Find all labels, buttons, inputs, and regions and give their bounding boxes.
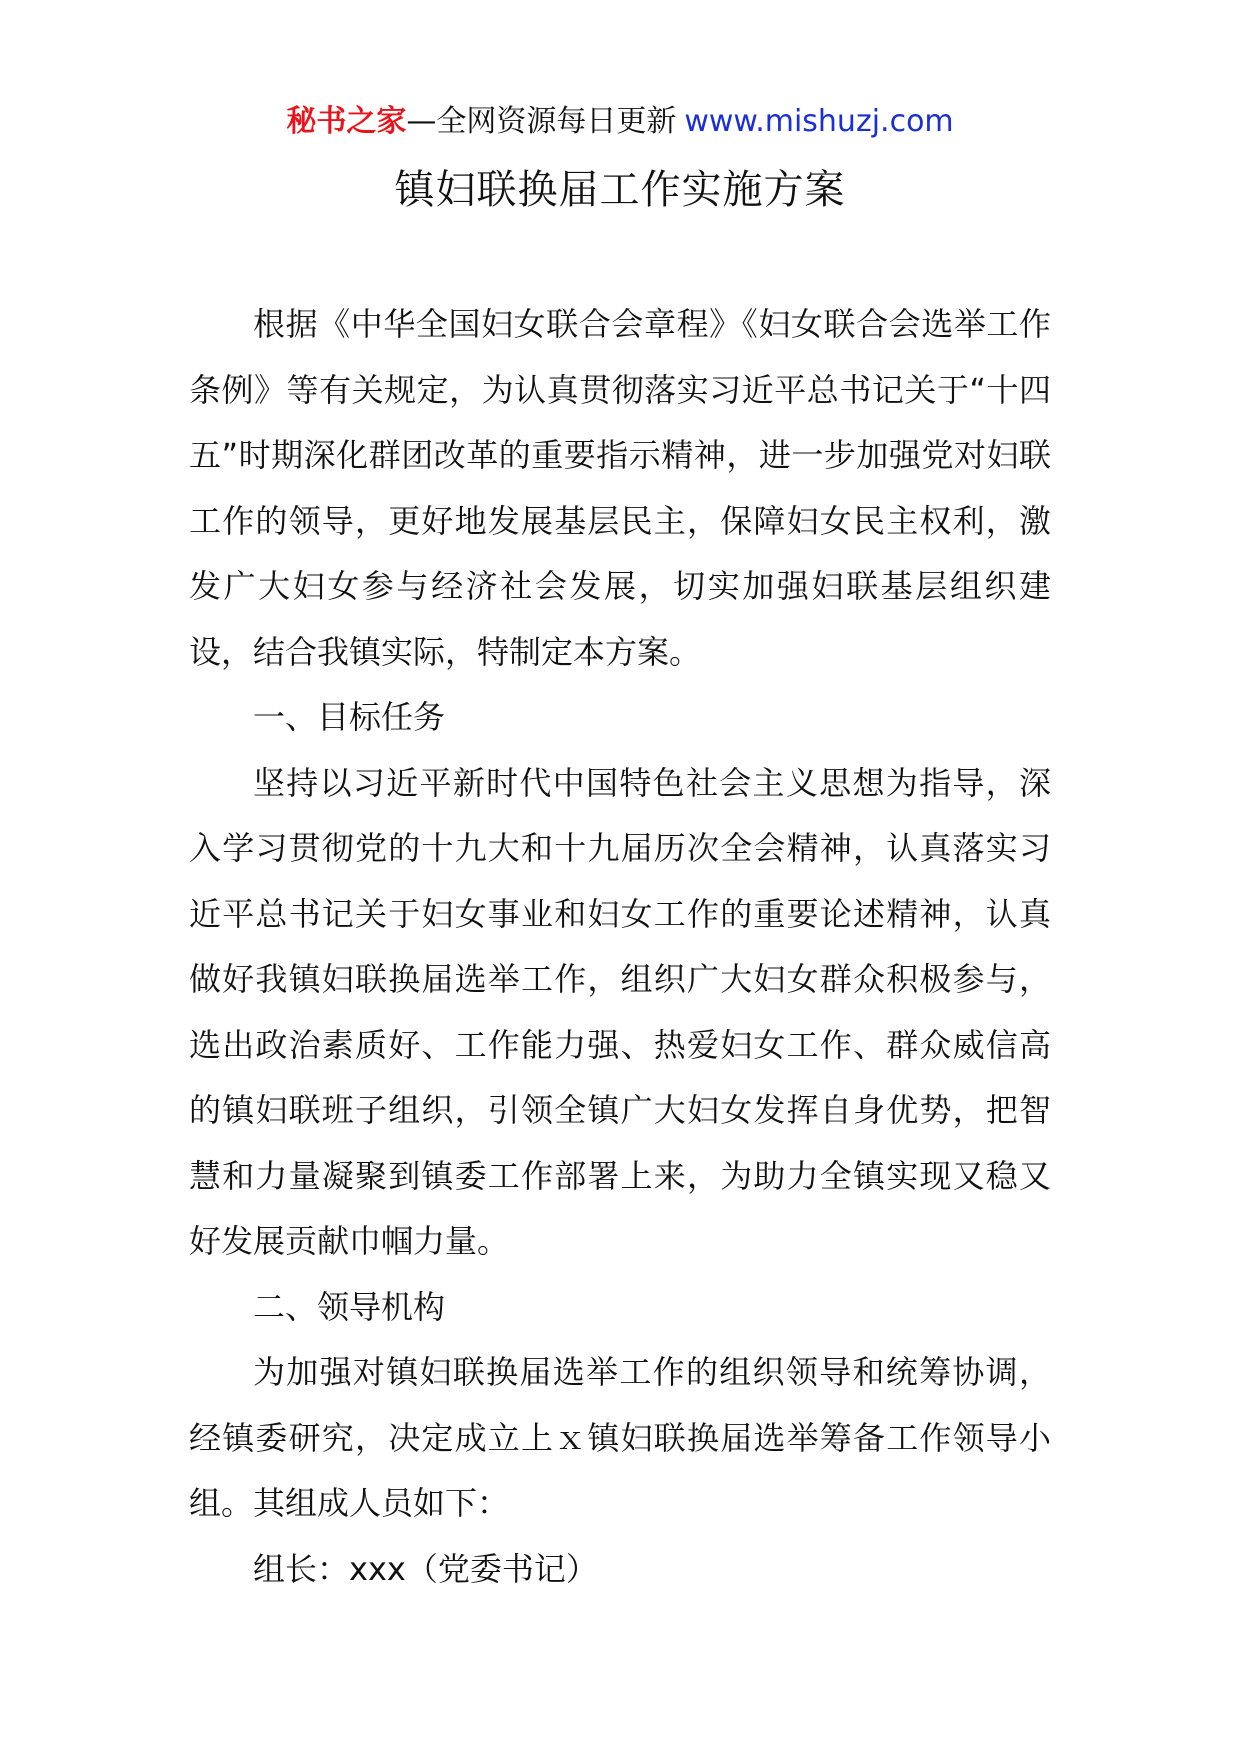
document-title: 镇妇联换届工作实施方案: [394, 167, 846, 213]
leader-line: 组长：xxx（党委书记）: [253, 1549, 598, 1588]
header-slogan: —全网资源每日更新: [406, 104, 677, 139]
site-header: [0, 100, 1240, 144]
section-heading-leadership: 二、领导机构: [253, 1287, 446, 1326]
goals-paragraph: 坚持以习近平新时代中国特色社会主义思想为指导，深入学习贯彻党的十九大和十九届历次全会精神，认真落实习近平总书记关于妇女事业和妇女工作的重要论述精神，认真做好我镇妇联换届选举工作，组织广大妇女群众积极参与，选出政治素质好、工作能力强、热爱妇女工作、群众威信高的镇妇联班子组织，引领全镇广大妇女发挥自身优势，把智慧和力量凝聚到镇委工作部署上来，为助力全镇实现又稳又好发展贡献巾帼力量。: [189, 763, 1051, 1260]
section-heading-goals: 一、目标任务: [253, 698, 446, 736]
intro-paragraph: 根据《中华全国妇女联合会章程》《妇女联合会选举工作条例》等有关规定，为认真贯彻落实习近平总书记关于“十四五”时期深化群团改革的重要指示精神，进一步加强党对妇联工作的领导，更好地发展基层民主，保障妇女民主权利，激发广大妇女参与经济社会发展，切实加强妇联基层组织建设，结合我镇实际，特制定本方案。: [189, 305, 1051, 671]
header-brand: 秘书之家: [286, 104, 407, 139]
header-url-link[interactable]: www.mishuzj.com: [684, 104, 954, 139]
leadership-paragraph: 为加强对镇妇联换届选举工作的组织领导和统筹协调，经镇委研究，决定成立上ｘ镇妇联换届选举筹备工作领导小组。其组成人员如下：: [189, 1353, 1051, 1522]
document-body: [189, 292, 1051, 1602]
